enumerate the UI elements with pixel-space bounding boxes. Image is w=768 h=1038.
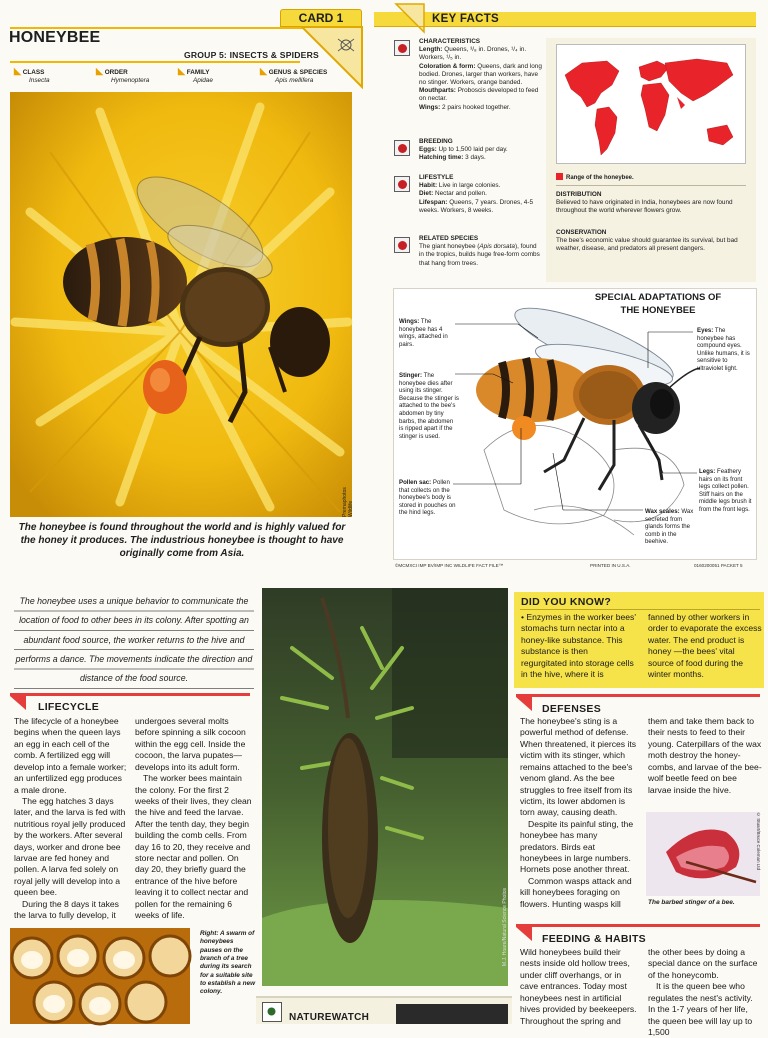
barbed-stinger-image [646, 812, 760, 896]
characteristics-block [419, 38, 543, 112]
conservation-heading: CONSERVATION [556, 229, 607, 236]
callout-eyes-text: The honeybee has compound eyes. Unlike humans, it is sensitive to ultraviolet light. [697, 327, 750, 373]
related-species-block [419, 235, 543, 268]
adaptations-title: SPECIAL ADAPTATIONS OF THE HONEYBEE [594, 292, 722, 316]
map-legend-rule [556, 185, 746, 186]
distribution-heading: DISTRIBUTION [556, 191, 602, 198]
stinger-caption: The barbed stinger of a bee. [648, 899, 735, 906]
map-legend [556, 173, 634, 181]
characteristics-heading: CHARACTERISTICS [419, 38, 481, 45]
taxonomy-class: ◣ CLASS Insecta [14, 66, 50, 84]
stinger-photo [646, 812, 760, 896]
naturewatch-icon [262, 1002, 282, 1022]
eggs-value: Up to 1,500 laid per day. [438, 146, 508, 154]
defenses-para-2: Despite its painful sting, the honeybee has many predators. Birds eat honeybees in large numbers. Hornets pose another threat. [520, 818, 634, 875]
callout-wings-label: Wings: [399, 318, 420, 325]
breeding-icon [394, 140, 410, 156]
related-scientific-name: Apis dorsata [479, 243, 515, 251]
feeding-title: FEEDING & HABITS [542, 933, 646, 945]
related-species-heading: RELATED SPECIES [419, 235, 479, 242]
callout-stinger-label: Stinger: [399, 372, 423, 379]
defenses-para-1: The honeybee's sting is a powerful method of defense. When threatened, it pierces its victim with its stinger, which remains attached to the bee's venom gland. As the bee struggles to free itself from its victim, its lower abdomen is torn away, causing death. [520, 716, 637, 818]
did-you-know-title: DID YOU KNOW? [521, 596, 612, 608]
footer-right: 0160200051 PACKET 5 [694, 563, 743, 568]
coloration-value: Queens, dark and long bodied. Drones, larger than workers, have no stinger. Workers, orange banded. [419, 62, 542, 86]
map-legend-text: Range of the honeybee. [566, 175, 634, 181]
characteristics-icon [394, 40, 410, 56]
taxonomy-class-value: Insecta [29, 77, 50, 84]
did-you-know-right: fanned by other workers in order to evaporate the excess water. The end product is honey —the bees' vital source of food during the winter months. [648, 612, 762, 680]
swarm-photo-credit: M.J. Hoare/Natural Science Photos [502, 888, 508, 967]
distribution-block [556, 191, 748, 216]
conservation-block [556, 229, 748, 254]
callout-wax-label: Wax scales: [645, 508, 680, 515]
callout-wax-text: Wax secreted from glands forms the comb in the beehive. [645, 508, 694, 546]
feeding-col-2 [648, 947, 762, 1038]
honeycomb-larvae-image [10, 928, 190, 1024]
taxonomy-genus-value: Apis mellifera [275, 77, 314, 84]
honeycomb-photo [10, 928, 190, 1024]
lifecycle-col-2 [135, 716, 253, 922]
callout-pollen-text: Pollen that collects on the honeybee's body is stored in pouches on the hind legs. [399, 479, 456, 517]
feeding-para-3: It is the queen bee who regulates the nest's activity. In the 1-7 years of her life, the queen bee will lay up to 1,500 [648, 981, 753, 1037]
feeding-para-2: the other bees by doing a special dance on the surface of the honeycomb. [648, 947, 758, 980]
key-facts-notch [396, 4, 426, 39]
mouthparts-value: Proboscis developed to feed on nectar. [419, 87, 539, 103]
wings-value: 2 pairs hooked together. [442, 103, 511, 111]
card-label: CARD 1 [298, 11, 344, 25]
lifecycle-para-4: undergoes several molts before spinning a silk cocoon within the egg cell. Inside the cocoon, the larva pupates—develops into its adult form. [135, 716, 246, 772]
wings-label: Wings: [419, 103, 441, 111]
world-range-map [557, 45, 745, 163]
footer-mid: PRINTED IN U.S.A. [590, 563, 631, 568]
defenses-para-3: Common wasps attack and kill honeybees foraging on flowers. Hunting wasps kill [520, 875, 632, 909]
callout-legs [699, 468, 753, 514]
lifestyle-icon [394, 176, 410, 192]
range-swatch [556, 173, 563, 180]
diet-value: Nectar and pollen. [434, 190, 487, 198]
taxonomy-class-label: CLASS [22, 69, 45, 76]
naturewatch-thumb [396, 1004, 508, 1024]
related-species-icon [394, 237, 410, 253]
callout-legs-label: Legs: [699, 468, 716, 475]
lifecycle-para-1: The lifecycle of a honeybee begins when the queen lays an egg in each cell of the comb. A fertilized egg will develop into a female worker; an unfertilized egg produces a male drone. [14, 716, 127, 795]
footer-left: ©MCMXCI IMP BV/IMP INC WILDLIFE FACT FILE™ [395, 563, 504, 568]
card-tab [280, 9, 362, 27]
taxonomy-genus-label: GENUS & SPECIES [268, 69, 328, 76]
feeding-notch [516, 927, 534, 948]
coloration-label: Coloration & form: [419, 62, 476, 70]
lifecycle-notch [10, 696, 28, 717]
hatch-label: Hatching time: [419, 154, 464, 162]
feeding-bar [516, 924, 760, 927]
breeding-block [419, 138, 543, 163]
swarm-caption: Right: A swarm of honeybees pauses on the branch of a tree during its search for a suitable site to establish a new colony. [200, 930, 256, 996]
distribution-text: Believed to have originated in India, honeybees are now found throughout the world wherever flowers grow. [556, 199, 733, 215]
lifestyle-heading: LIFESTYLE [419, 174, 454, 181]
related-text-b: ), found in the tropics, builds huge free-form combs that hang from trees. [419, 243, 540, 267]
bee-on-flower-image [10, 92, 352, 517]
taxonomy-genus: ◣ GENUS & SPECIES Apis mellifera [260, 66, 328, 84]
defenses-title: DEFENSES [542, 703, 601, 715]
lifecycle-col-1 [14, 716, 128, 922]
callout-eyes-label: Eyes: [697, 327, 714, 334]
bee-swarm-on-branch-image [262, 588, 508, 986]
lifecycle-para-2: The egg hatches 3 days later, and the larva is fed with nutritious royal jelly produced by the workers. After several days, worker and drone bee larvae are fed honey and pollen. A larva fed solely on royal jelly will develop into a queen bee. [14, 795, 126, 898]
taxonomy-family-value: Apidae [193, 77, 213, 84]
defenses-col-2: them and take them back to their nests to feed to their young. Caterpillars of the wax moth destroy the honey-combs, and larvae of the bee-wolf beetle feed on bee larvae inside the hive. [648, 716, 762, 795]
group-label: GROUP 5: INSECTS & SPIDERS [184, 50, 319, 60]
callout-pollen-sac [399, 479, 461, 517]
lifecycle-para-5: The worker bees maintain the colony. For the first 2 weeks of their lives, they clean the hive and feed the larvae. After the tenth day, they begin building the comb cells. From day 16 to 20, they receive and store nectar and pollen. On day 20, they briefly guard the entrance of the hive before leaving it to collect nectar and pollen for the remaining 6 weeks of life. [135, 773, 252, 921]
callout-stinger-text: The honeybee dies after using its stinger. Because the stinger is attached to the bee's abdomen by tiny barbs, the abdomen is ripped apart if the stinger is used. [399, 372, 459, 440]
intro-text: The honeybee uses a unique behavior to communicate the location of food to other bees in its colony. After spotting an abundant food source, the worker returns to the hive and performs a dance. The movements indicate the direction and distance of the food source. [14, 592, 254, 689]
lifecycle-title: LIFECYCLE [38, 701, 100, 713]
defenses-col-1 [520, 716, 638, 910]
lifespan-label: Lifespan: [419, 198, 448, 206]
main-caption: The honeybee is found throughout the world and is highly valued for the honey it produces. The industrious honeybee is thought to have originally come from Asia. [18, 522, 346, 559]
taxonomy-order: ◣ ORDER Hymenoptera [96, 66, 150, 84]
lifestyle-block [419, 174, 543, 215]
naturewatch-title: NATUREWATCH [289, 1012, 370, 1023]
taxonomy-family: ◣ FAMILY Apidae [178, 66, 213, 84]
length-label: Length: [419, 46, 443, 54]
page-title: HONEYBEE [9, 29, 101, 46]
hatch-value: 3 days. [465, 154, 486, 162]
key-facts-title: KEY FACTS [432, 13, 500, 25]
stinger-credit: © Stuart/Bruce Coleman Ltd [756, 812, 761, 871]
taxonomy-rule [10, 61, 300, 63]
breeding-heading: BREEDING [419, 138, 453, 145]
callout-wax-scales [645, 508, 699, 546]
taxonomy-order-value: Hymenoptera [111, 77, 150, 84]
key-facts-rule [374, 26, 756, 27]
swarm-photo [262, 588, 508, 986]
did-you-know-left: • Enzymes in the worker bees' stomachs turn nectar into a honey-like substance. This substance is then regurgitated into storage cells in the hive, where it is [521, 612, 636, 680]
callout-pollen-label: Pollen sac: [399, 479, 432, 486]
callout-wings-text: The honeybee has 4 wings, attached in pairs. [399, 318, 448, 348]
conservation-text: The bee's economic value should guarantee its survival, but bad weather, disease, and predators all present dangers. [556, 237, 738, 253]
defenses-bar [516, 694, 760, 697]
taxonomy-family-label: FAMILY [186, 69, 210, 76]
callout-eyes [697, 327, 751, 373]
length-value: Queens, ³/₈ in. Drones, ¹/₄ in. Workers, ¹/₅ in. [419, 46, 527, 62]
callout-legs-text: Feathery hairs on its front legs collect pollen. Stiff hairs on the middle legs brush it from the front legs. [699, 468, 752, 514]
world-map [556, 44, 746, 164]
eggs-label: Eggs: [419, 146, 437, 154]
mouthparts-label: Mouthparts: [419, 87, 456, 95]
main-photo [10, 92, 352, 517]
lifecycle-para-3: During the 8 days it takes the larva to fully develop, it [14, 898, 119, 921]
callout-wings [399, 318, 459, 348]
taxonomy-order-label: ORDER [104, 69, 128, 76]
related-text-a: The giant honeybee ( [419, 243, 480, 251]
lifecycle-bar [10, 693, 250, 696]
feeding-col-1: Wild honeybees build their nests inside old hollow trees, under cliff overhangs, or in cave entrances. Today most honeybees nest in artificial hives provided by beekeepers. Throughout the spring and [520, 947, 637, 1026]
did-you-know-rule [520, 609, 760, 610]
lifespan-value: Queens, 7 years. Drones, 4-5 weeks. Workers, 8 weeks. [419, 198, 534, 214]
habit-value: Live in large colonies. [438, 182, 501, 190]
photo-credit: Premaphotos Wildlife [342, 487, 354, 517]
habit-label: Habit: [419, 182, 438, 190]
callout-stinger [399, 372, 459, 440]
defenses-notch [516, 697, 534, 718]
diet-label: Diet: [419, 190, 434, 198]
